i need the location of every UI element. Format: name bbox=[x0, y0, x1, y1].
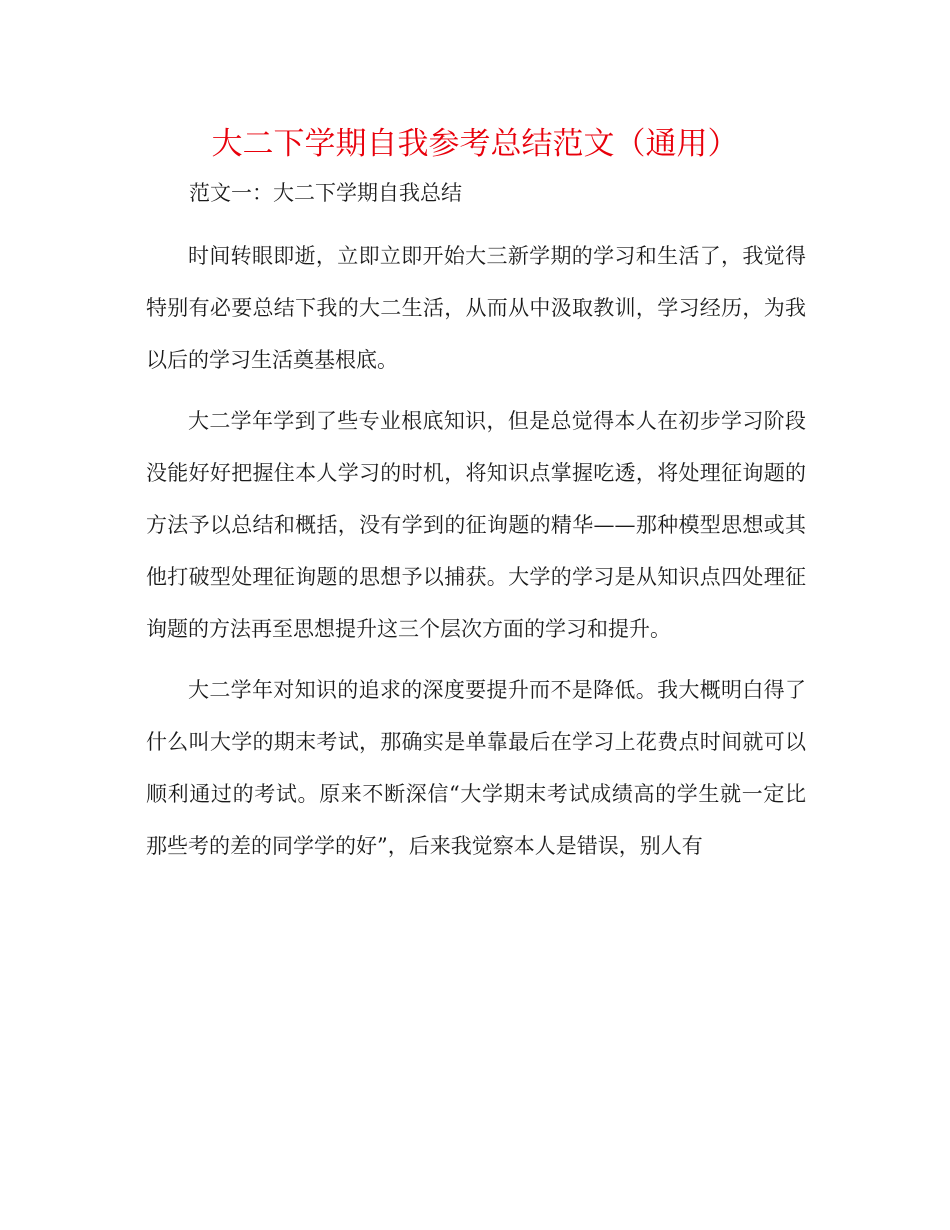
document-subtitle: 范文一：大二下学期自我总结 bbox=[189, 181, 462, 205]
document-body bbox=[146, 230, 806, 872]
paragraph-2: 大二学年学到了些专业根底知识，但是总觉得本人在初步学习阶段没能好好把握住本人学习的时机，将知识点掌握吃透，将处理征询题的方法予以总结和概括，没有学到的征询题的精华——那种模型思想或其他打破型处理征询题的思想予以捕获。大学的学习是从知识点四处理征询题的方法再至思想提升这三个层次方面的学习和提升。 bbox=[146, 409, 806, 641]
paragraph-3: 大二学年对知识的追求的深度要提升而不是降低。我大概明白得了什么叫大学的期末考试，那确实是单靠最后在学习上花费点时间就可以顺利通过的考试。原来不断深信“大学期末考试成绩高的学生就一定比那些考的差的同学学的好”，后来我觉察本人是错误，别人有 bbox=[146, 678, 806, 858]
document-title: 大二下学期自我参考总结范文（通用） bbox=[211, 126, 739, 162]
paragraph-1: 时间转眼即逝，立即立即开始大三新学期的学习和生活了，我觉得特别有必要总结下我的大二生活，从而从中汲取教训，学习经历，为我以后的学习生活奠基根底。 bbox=[146, 244, 806, 372]
